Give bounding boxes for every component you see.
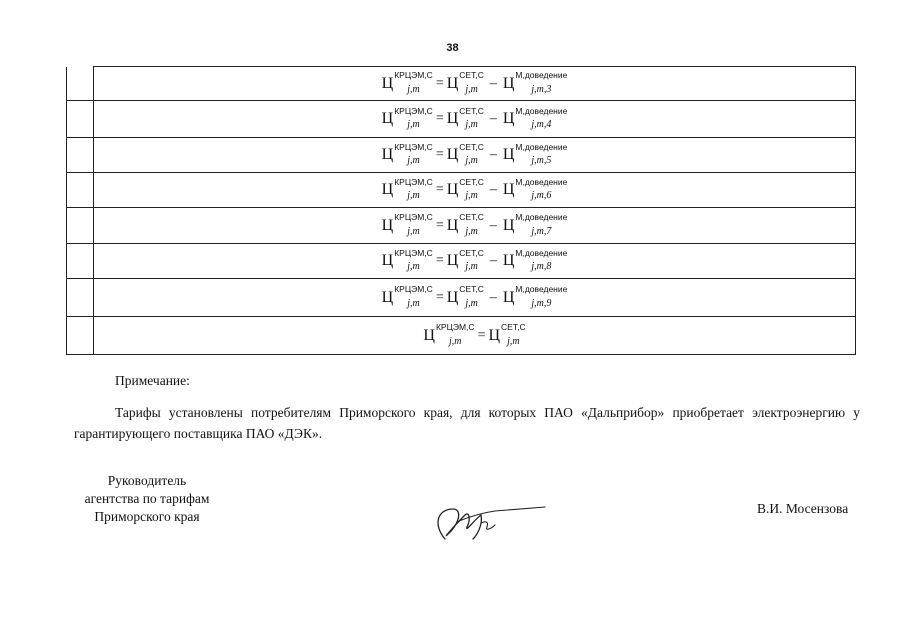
formula: Ц КРЦЭМ,С j,m = Ц СЕТ,С j,m – Ц М,доведение j,m,4 xyxy=(381,105,568,131)
row-stub-cell xyxy=(67,101,94,138)
handwritten-signature xyxy=(425,495,565,550)
note-label: Примечание: xyxy=(115,373,190,388)
signatory-title-line: Приморского края xyxy=(94,509,200,524)
formula: Ц КРЦЭМ,С j,m = Ц СЕТ,С j,m – Ц М,доведение j,m,6 xyxy=(381,176,568,202)
row-stub-cell xyxy=(67,173,94,208)
signatory-title xyxy=(62,472,232,526)
formula-row xyxy=(67,67,856,101)
row-stub-cell xyxy=(67,67,94,101)
formula-row xyxy=(67,101,856,138)
formula-row xyxy=(67,244,856,279)
row-stub-cell xyxy=(67,138,94,173)
formula-row xyxy=(67,279,856,317)
formula: Ц КРЦЭМ,С j,m = Ц СЕТ,С j,m – Ц М,доведение j,m,8 xyxy=(381,247,568,273)
formula-cell xyxy=(94,244,856,279)
formula-row xyxy=(67,208,856,244)
formula-row xyxy=(67,173,856,208)
formula-row xyxy=(67,138,856,173)
formula-cell xyxy=(94,208,856,244)
row-stub-cell xyxy=(67,208,94,244)
formula-final: Ц КРЦЭМ,С j,m = Ц СЕТ,С j,m xyxy=(423,322,526,347)
signatory-title-line: агентства по тарифам xyxy=(84,491,210,506)
row-stub-cell xyxy=(67,279,94,317)
formula: Ц КРЦЭМ,С j,m = Ц СЕТ,С j,m – Ц М,доведение j,m,3 xyxy=(381,70,568,95)
formula: Ц КРЦЭМ,С j,m = Ц СЕТ,С j,m – Ц М,доведение j,m,5 xyxy=(381,141,568,167)
signer-name: В.И. Мосензова xyxy=(757,501,849,516)
formula-row xyxy=(67,317,856,355)
page-number: 38 xyxy=(446,42,459,54)
formula-table xyxy=(66,66,856,355)
note-text: Тарифы установлены потребителям Приморского края, для которых ПАО «Дальприбор» приобретает электроэнергию у гарантирующего поставщика ПАО «ДЭК». xyxy=(74,405,860,441)
signatory-title-line: Руководитель xyxy=(107,473,187,488)
row-stub-cell xyxy=(67,244,94,279)
formula-cell xyxy=(94,317,856,355)
formula-cell xyxy=(94,173,856,208)
formula-cell xyxy=(94,67,856,101)
formula-cell xyxy=(94,138,856,173)
formula: Ц КРЦЭМ,С j,m = Ц СЕТ,С j,m – Ц М,доведение j,m,9 xyxy=(381,284,568,309)
formula: Ц КРЦЭМ,С j,m = Ц СЕТ,С j,m – Ц М,доведение j,m,7 xyxy=(381,212,568,237)
formula-cell xyxy=(94,101,856,138)
formula-cell xyxy=(94,279,856,317)
row-stub-cell xyxy=(67,317,94,355)
